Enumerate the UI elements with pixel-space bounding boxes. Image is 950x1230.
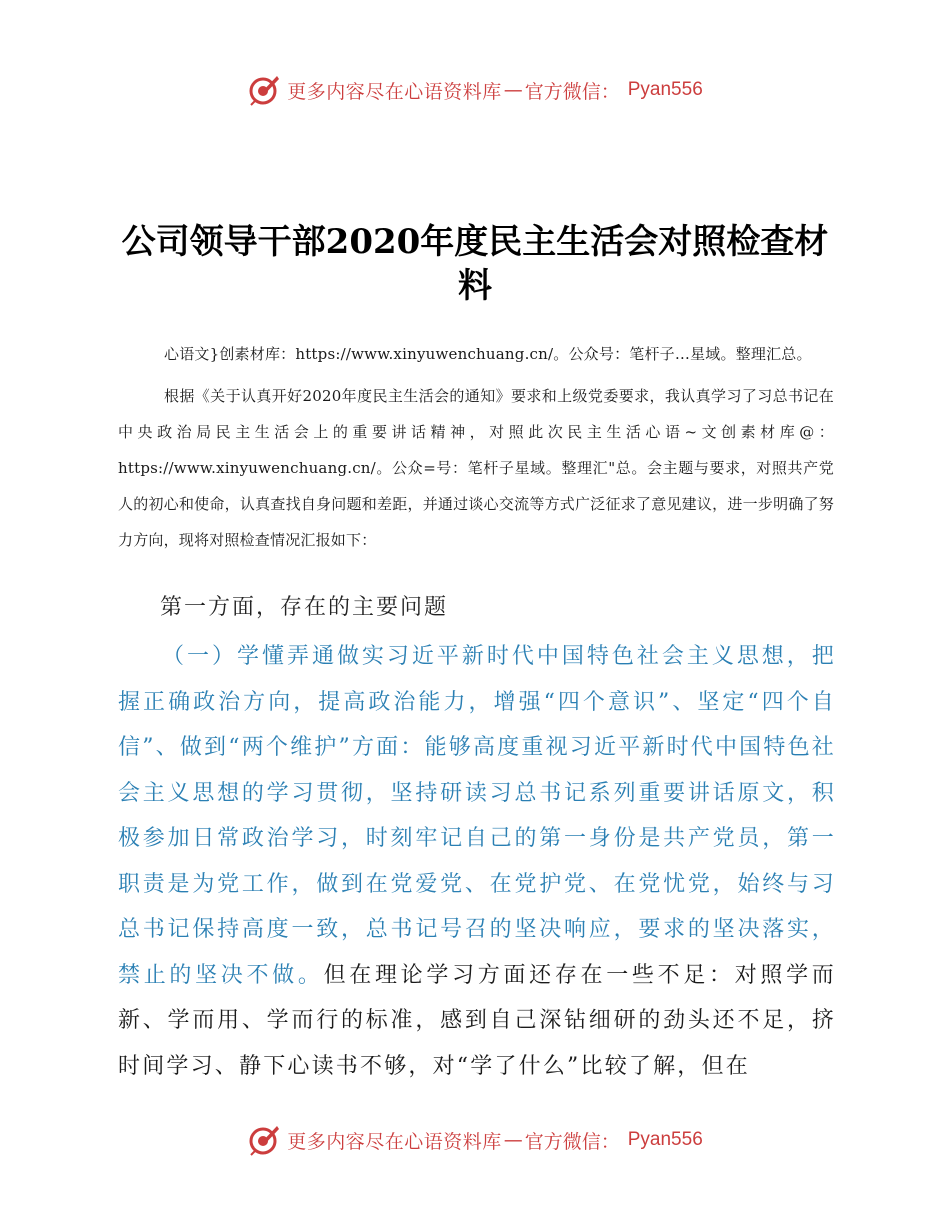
banner-wechat-label: 官方微信： (524, 1130, 620, 1153)
quill-logo-icon (247, 1123, 281, 1157)
banner-wechat-id: Pyan556 (627, 79, 703, 100)
intro-paragraph: 根据《关于认真开好2020年度民主生活会的通知》要求和上级党委要求，我认真学习了习总书记在中央政治局民主生活会上的重要讲话精神，对照此次民主生活心语~文创素材库@：https://www.xinyuwenchuang.cn/。公众=号：笔杆子星域。整理汇"总。会主题与要求，对照共产党人的初心和使命，认真查找自身问题和差距，并通过谈心交流等方式广泛征求了意见建议，进一步明确了努力方向，现将对照检查情况汇报如下： (118, 387, 834, 549)
section-heading: 第一方面，存在的主要问题 (160, 595, 449, 620)
banner-wechat-label: 官方微信： (524, 80, 620, 103)
footer-watermark-banner (0, 1120, 950, 1160)
banner-wechat-id: Pyan556 (627, 1129, 703, 1150)
banner-text: 更多内容尽在心语资料库 (287, 1130, 502, 1153)
quill-logo-icon (247, 73, 281, 107)
body-text: 但在理论学习方面还存在一些不足：对照学而新、学而用、学而行的标准，感到自己深钻细研的劲头还不足，挤时间学习、静下心读书不够，对“学了什么”比较了解，但在 (118, 962, 836, 1079)
banner-text: 更多内容尽在心语资料库 (287, 80, 502, 103)
header-watermark-banner (0, 70, 950, 110)
body-paragraph (118, 634, 836, 1089)
banner-separator: — (503, 1129, 523, 1151)
source-note: 心语文}创素材库：https://www.xinyuwenchuang.cn/。公众号：笔杆子…星域。整理汇总。 (164, 345, 812, 363)
document-title: 公司领导干部2020年度民主生活会对照检查材料 (121, 222, 829, 306)
highlighted-text: （一）学懂弄通做实习近平新时代中国特色社会主义思想，把握正确政治方向，提高政治能力，增强“四个意识”、坚定“四个自信”、做到“两个维护”方面：能够高度重视习近平新时代中国特色社会主义思想的学习贯彻，坚持研读习总书记系列重要讲话原文，积极参加日常政治学习，时刻牢记自己的第一身份是共产党员，第一职责是为党工作，做到在党爱党、在党护党、在党忧党，始终与习总书记保持高度一致，总书记号召的坚决响应，要求的坚决落实，禁止的坚决不做。 (118, 644, 836, 988)
banner-separator: — (503, 79, 523, 101)
